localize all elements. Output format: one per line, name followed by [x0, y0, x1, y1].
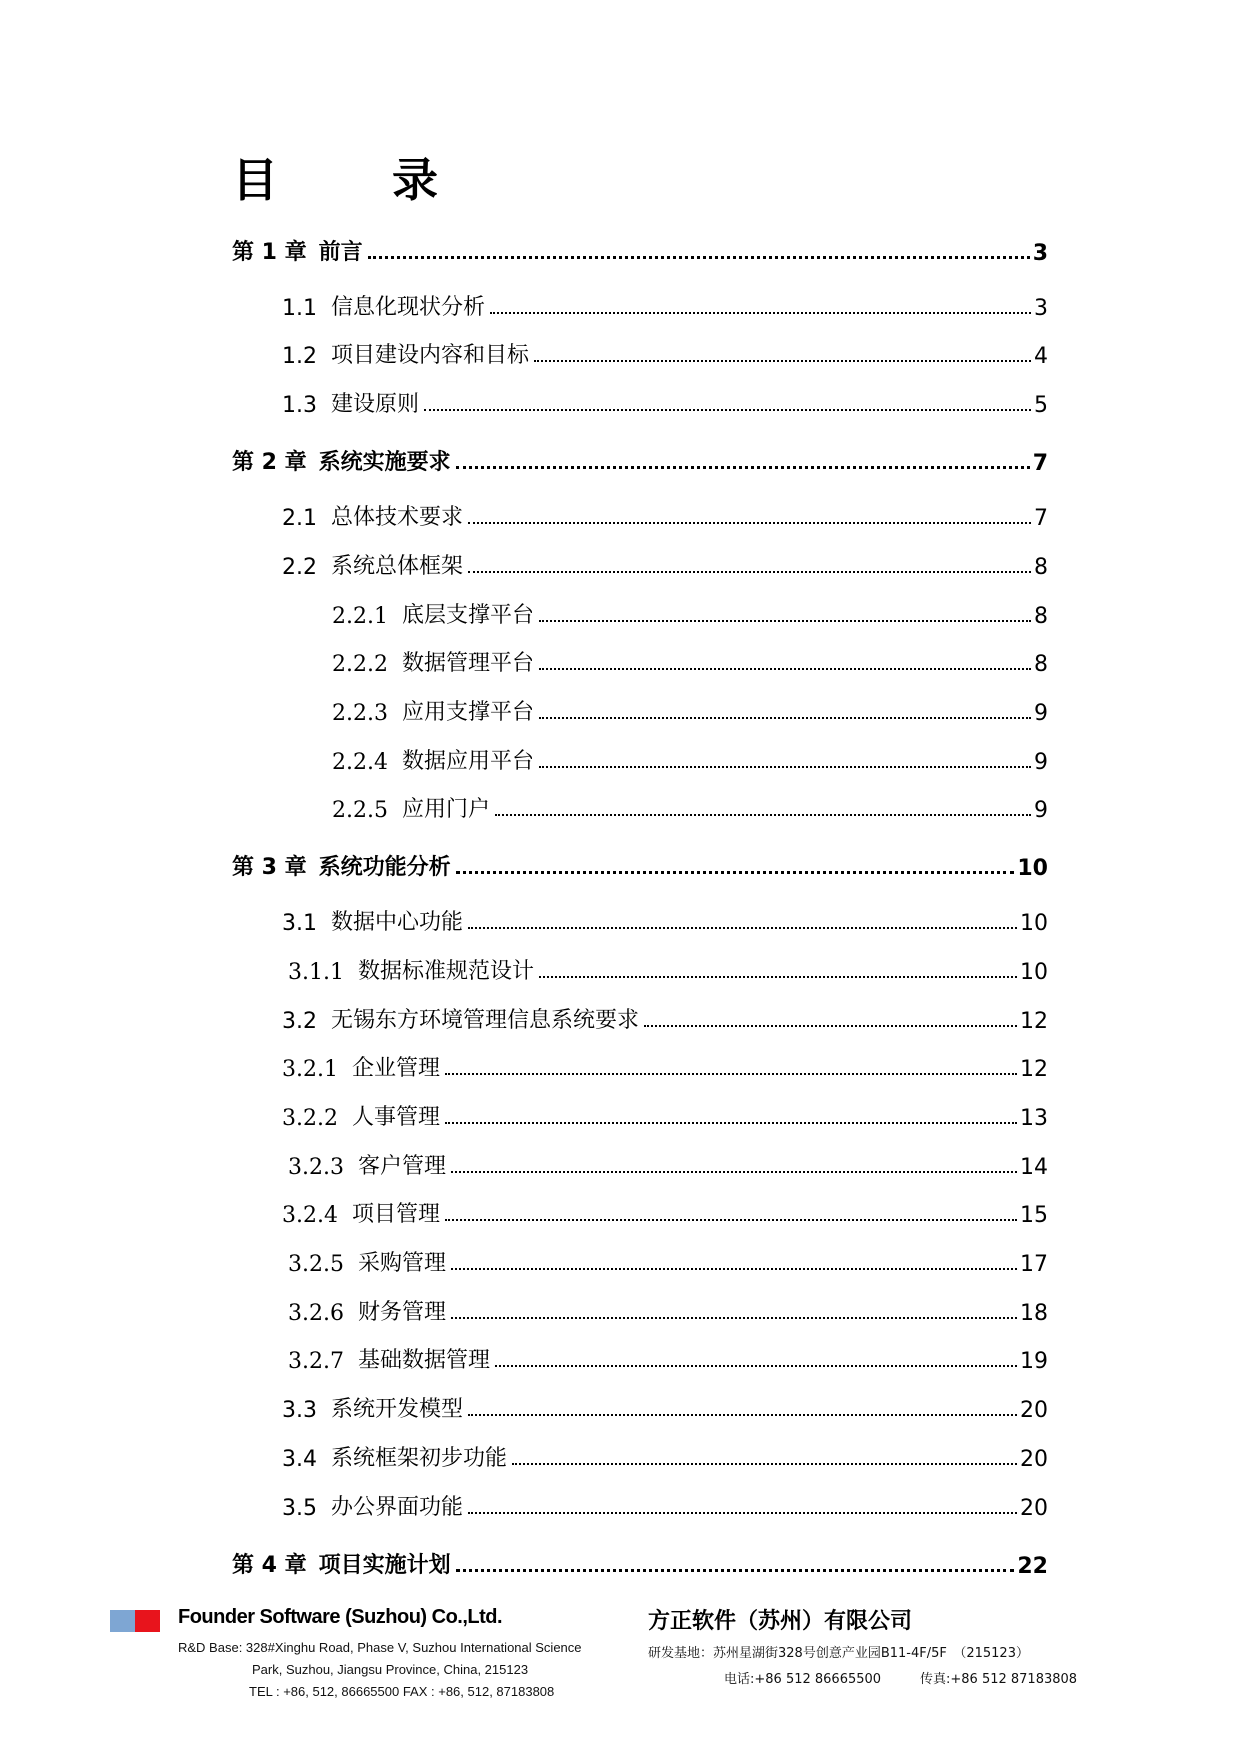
toc-entry-number: 第 3 章: [232, 855, 307, 880]
toc-entry-title: 建设原则: [331, 392, 420, 417]
toc-entry-number: 1.3: [282, 393, 317, 418]
contact-en: TEL : +86, 512, 86665500 FAX : +86, 512, 87183808: [249, 1684, 555, 1699]
toc-entry-page: 5: [1034, 393, 1048, 418]
dot-leader: [539, 765, 1031, 768]
toc-entry-number: 3.2.7: [288, 1349, 344, 1374]
toc-entry-page: 13: [1020, 1106, 1048, 1131]
toc-entry-number: 2.1: [282, 506, 317, 531]
page-footer: [0, 1600, 1241, 1720]
toc-entry-number: 3.2.6: [288, 1301, 344, 1326]
toc-entry-title: 数据应用平台: [401, 749, 534, 774]
toc-entry-title: 系统实施要求: [318, 450, 451, 475]
toc-entry-number: 3.1: [282, 911, 317, 936]
toc-entry-title: 数据中心功能: [331, 910, 464, 935]
toc-entry-page: 20: [1020, 1447, 1048, 1472]
toc-entry-number: 3.2: [282, 1009, 317, 1034]
toc-entry[interactable]: [232, 847, 1048, 881]
toc-entry-page: 3: [1032, 241, 1048, 266]
dot-leader: [539, 716, 1031, 719]
toc-entry[interactable]: [332, 789, 1048, 823]
toc-entry-number: 3.2.1: [282, 1057, 338, 1082]
address-en-line-1: R&D Base: 328#Xinghu Road, Phase V, Suzhou International Science: [178, 1640, 582, 1655]
toc-entry-title: 应用支撑平台: [401, 700, 534, 725]
toc-entry-title: 底层支撑平台: [401, 603, 534, 628]
toc-entry-title: 系统框架初步功能: [331, 1446, 508, 1471]
dot-leader: [424, 408, 1031, 411]
toc-entry-page: 9: [1034, 701, 1048, 726]
founder-logo: [110, 1610, 160, 1632]
toc-entry-page: 8: [1034, 652, 1048, 677]
toc-entry-title: 应用门户: [401, 797, 490, 822]
toc-entry-title: 采购管理: [357, 1251, 446, 1276]
dot-leader: [368, 255, 1030, 259]
dot-leader: [534, 359, 1031, 362]
toc-entry-number: 2.2.5: [332, 798, 388, 823]
toc-entry-page: 18: [1020, 1301, 1048, 1326]
dot-leader: [495, 813, 1031, 816]
logo-red-block: [135, 1610, 160, 1632]
company-name-en: Founder Software (Suzhou) Co.,Ltd.: [178, 1606, 503, 1628]
toc-entry-title: 系统功能分析: [318, 855, 451, 880]
toc-entry[interactable]: [232, 442, 1048, 476]
dot-leader: [468, 521, 1031, 524]
toc-entry-title: 项目管理: [351, 1202, 440, 1227]
toc-entry[interactable]: [282, 497, 1048, 531]
toc-entry-page: 9: [1034, 798, 1048, 823]
toc-entry[interactable]: [282, 287, 1048, 321]
toc-entry-number: 3.4: [282, 1447, 317, 1472]
toc-entry-title: 办公界面功能: [331, 1495, 464, 1520]
toc-entry-number: 第 4 章: [232, 1553, 307, 1578]
company-name-cn: 方正软件（苏州）有限公司: [648, 1609, 913, 1634]
toc-entry-title: 系统开发模型: [331, 1397, 464, 1422]
toc-entry-number: 2.2: [282, 555, 317, 580]
toc-entry-page: 10: [1020, 960, 1048, 985]
toc-entry[interactable]: [288, 1340, 1048, 1374]
toc-entry-page: 10: [1017, 856, 1048, 881]
toc-entry-page: 20: [1020, 1398, 1048, 1423]
dot-leader: [445, 1121, 1017, 1124]
toc-entry[interactable]: [288, 951, 1048, 985]
dot-leader: [539, 975, 1017, 978]
toc-entry-title: 项目建设内容和目标: [331, 343, 530, 368]
toc-entry-page: 8: [1034, 604, 1048, 629]
toc-entry-number: 3.5: [282, 1496, 317, 1521]
dot-leader: [468, 1413, 1017, 1416]
toc-entry-page: 15: [1020, 1203, 1048, 1228]
toc-entry-title: 企业管理: [351, 1056, 440, 1081]
toc-entry-title: 数据管理平台: [401, 651, 534, 676]
dot-leader: [451, 1267, 1017, 1270]
toc-entry-page: 20: [1020, 1496, 1048, 1521]
dot-leader: [445, 1072, 1017, 1075]
toc-entry-number: 3.3: [282, 1398, 317, 1423]
toc-entry-title: 系统总体框架: [331, 554, 464, 579]
toc-entry[interactable]: [282, 1000, 1048, 1034]
dot-leader: [539, 619, 1031, 622]
toc-entry[interactable]: [288, 1243, 1048, 1277]
toc-entry-page: 3: [1034, 296, 1048, 321]
phone-cn: 电话:+86 512 86665500: [724, 1672, 882, 1687]
toc-entry[interactable]: [282, 1097, 1048, 1131]
toc-entry[interactable]: [332, 643, 1048, 677]
dot-leader: [468, 570, 1031, 573]
toc-entry[interactable]: [282, 1487, 1048, 1521]
toc-entry-page: 7: [1032, 451, 1048, 476]
dot-leader: [539, 667, 1031, 670]
toc-entry-page: 10: [1020, 911, 1048, 936]
toc-entry[interactable]: [288, 1146, 1048, 1180]
toc-entry-number: 3.2.5: [288, 1252, 344, 1277]
toc-entry[interactable]: [282, 546, 1048, 580]
toc-entry-number: 2.2.3: [332, 701, 388, 726]
toc-entry-number: 3.2.2: [282, 1106, 338, 1131]
toc-entry-page: 12: [1020, 1057, 1048, 1082]
toc-entry[interactable]: [288, 1292, 1048, 1326]
toc-entry[interactable]: [232, 232, 1048, 266]
dot-leader: [456, 1568, 1015, 1572]
toc-entry-page: 8: [1034, 555, 1048, 580]
toc-entry-number: 2.2.1: [332, 604, 388, 629]
toc-entry-title: 总体技术要求: [331, 505, 464, 530]
dot-leader: [456, 870, 1015, 874]
toc-entry-title: 人事管理: [351, 1105, 440, 1130]
dot-leader: [468, 1511, 1017, 1514]
toc-entry-number: 第 2 章: [232, 450, 307, 475]
toc-entry-page: 17: [1020, 1252, 1048, 1277]
toc-entry-title: 客户管理: [357, 1154, 446, 1179]
toc-entry-page: 12: [1020, 1009, 1048, 1034]
toc-entry[interactable]: [282, 1194, 1048, 1228]
dot-leader: [644, 1024, 1017, 1027]
toc-entry[interactable]: [332, 595, 1048, 629]
dot-leader: [451, 1316, 1017, 1319]
toc-entry-title: 无锡东方环境管理信息系统要求: [331, 1008, 640, 1033]
toc-entry-number: 2.2.4: [332, 750, 388, 775]
address-cn: 研发基地：苏州星湖街328号创意产业园B11-4F/5F （215123）: [648, 1646, 1029, 1661]
toc-entry-title: 信息化现状分析: [331, 295, 486, 320]
dot-leader: [445, 1218, 1017, 1221]
toc-entry-title: 项目实施计划: [318, 1553, 451, 1578]
toc-entry-page: 14: [1020, 1155, 1048, 1180]
toc-entry[interactable]: [282, 1438, 1048, 1472]
toc-entry[interactable]: [282, 1048, 1048, 1082]
address-en-line-2: Park, Suzhou, Jiangsu Province, China, 215123: [252, 1662, 529, 1677]
toc-entry-number: 第 1 章: [232, 240, 307, 265]
toc-entry-number: 3.2.3: [288, 1155, 344, 1180]
dot-leader: [490, 311, 1031, 314]
toc-entry-page: 4: [1034, 344, 1048, 369]
dot-leader: [456, 465, 1030, 469]
toc-entry-page: 19: [1020, 1349, 1048, 1374]
toc-entry-page: 7: [1034, 506, 1048, 531]
dot-leader: [451, 1170, 1017, 1173]
fax-cn: 传真:+86 512 87183808: [920, 1672, 1078, 1687]
toc-title: 目 录: [232, 153, 472, 207]
toc-entry-number: 3.2.4: [282, 1203, 338, 1228]
toc-entry[interactable]: [282, 1389, 1048, 1423]
logo-blue-block: [110, 1610, 135, 1632]
toc-entry[interactable]: [232, 1545, 1048, 1579]
toc-entry[interactable]: [282, 384, 1048, 418]
toc-entry-title: 基础数据管理: [357, 1348, 490, 1373]
toc-entry-number: 1.1: [282, 296, 317, 321]
toc-entry[interactable]: [332, 692, 1048, 726]
dot-leader: [468, 926, 1017, 929]
toc-entry-number: 3.1.1: [288, 960, 344, 985]
toc-entry[interactable]: [332, 741, 1048, 775]
dot-leader: [512, 1462, 1017, 1465]
dot-leader: [495, 1364, 1017, 1367]
toc-entry-number: 1.2: [282, 344, 317, 369]
toc-entry-title: 数据标准规范设计: [357, 959, 534, 984]
toc-entry-number: 2.2.2: [332, 652, 388, 677]
toc-entry-title: 财务管理: [357, 1300, 446, 1325]
toc-entry-page: 9: [1034, 750, 1048, 775]
toc-entry-page: 22: [1017, 1554, 1048, 1579]
toc-entry[interactable]: [282, 335, 1048, 369]
toc-entry[interactable]: [282, 902, 1048, 936]
toc-entry-title: 前言: [318, 240, 363, 265]
